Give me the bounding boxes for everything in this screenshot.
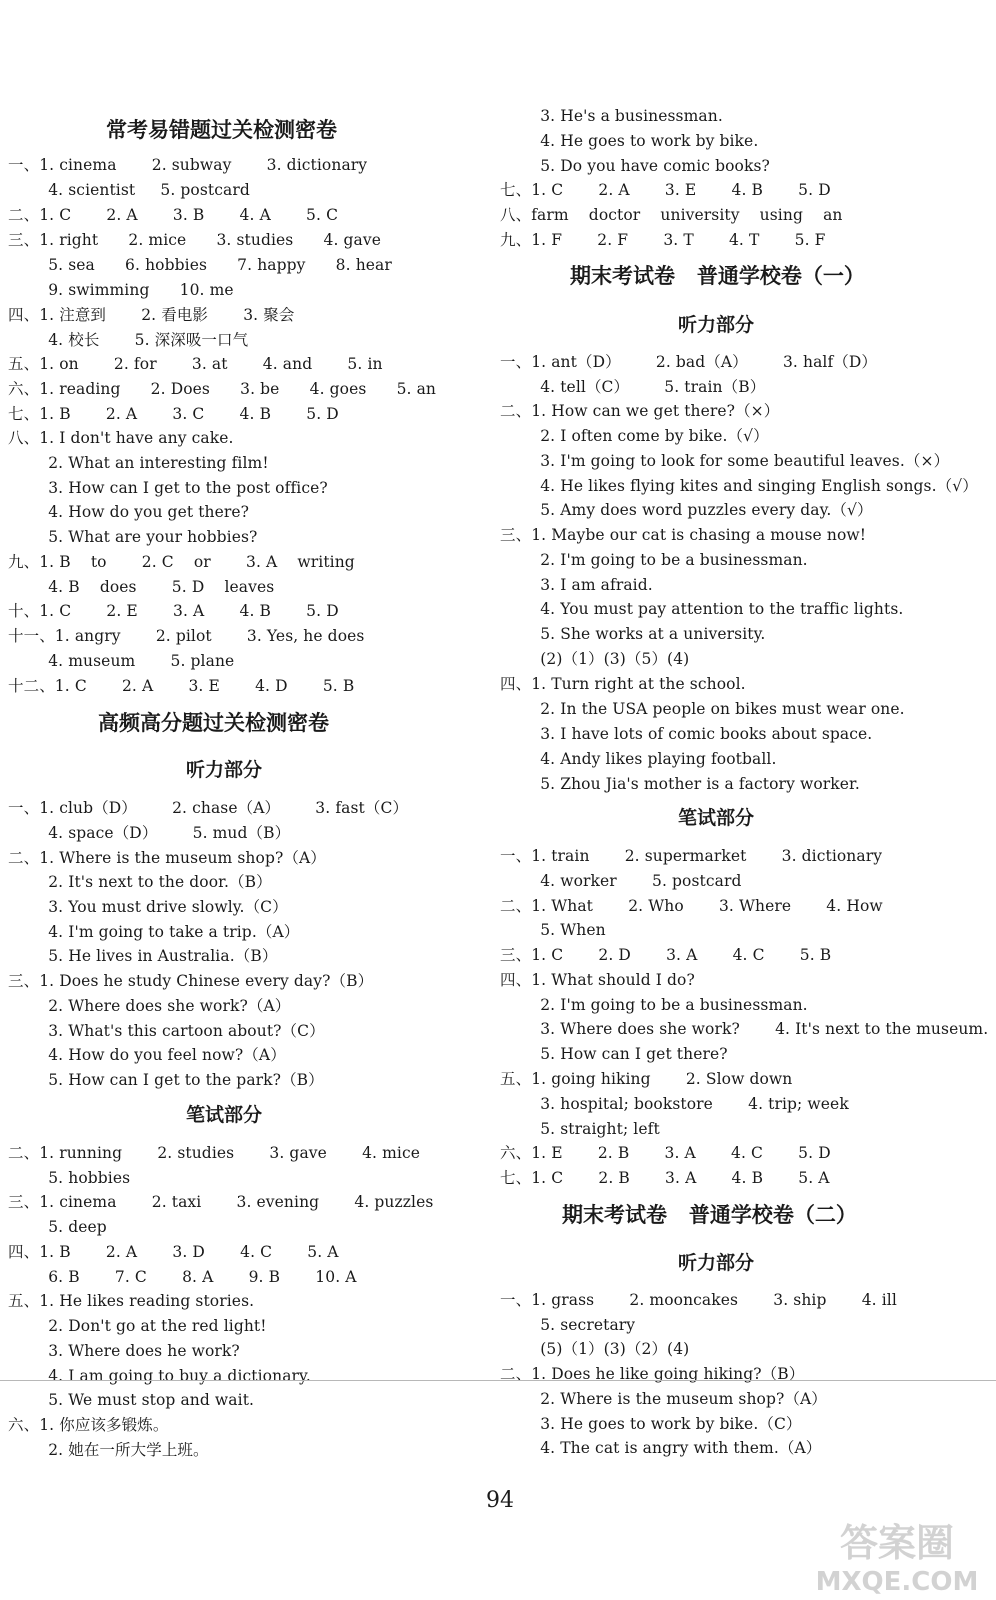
answer-line: 四、1. What should I do? (500, 971, 695, 989)
answer-line: 5. He lives in Australia.（B） (8, 947, 278, 965)
answer-line: 八、1. I don't have any cake. (8, 429, 234, 447)
section-title: 期末考试卷 普通学校卷（一） (570, 264, 865, 288)
answer-line: 一、1. club（D） 2. chase（A） 3. fast（C） (8, 799, 409, 817)
answer-line: 三、1. cinema 2. taxi 3. evening 4. puzzles (8, 1193, 434, 1211)
answer-line: 一、1. train 2. supermarket 3. dictionary (500, 847, 883, 865)
subsection-title: 笔试部分 (186, 1104, 263, 1126)
answer-line: 四、1. 注意到 2. 看电影 3. 聚会 (8, 306, 295, 324)
answer-line: 二、1. Does he like going hiking?（B） (500, 1365, 805, 1383)
watermark-url: MXQE.COM (815, 1567, 979, 1596)
answer-line: 4. The cat is angry with them.（A） (500, 1439, 822, 1457)
answer-line: 4. He likes flying kites and singing English songs.（√） (500, 477, 978, 495)
answer-line: 二、1. Where is the museum shop?（A） (8, 849, 326, 867)
answer-line: 4. You must pay attention to the traffic lights. (500, 600, 904, 618)
answer-line: 七、1. C 2. B 3. A 4. B 5. A (500, 1169, 830, 1187)
answer-line: 3. I'm going to look for some beautiful leaves.（×） (500, 452, 950, 470)
answer-line: 2. It's next to the door.（B） (8, 873, 272, 891)
answer-line: 4. Andy likes playing football. (500, 750, 777, 768)
scan-fold-line (0, 1380, 996, 1381)
answer-line: 五、1. on 2. for 3. at 4. and 5. in (8, 355, 383, 373)
subsection-title: 听力部分 (186, 759, 263, 781)
answer-line: 4. worker 5. postcard (500, 872, 742, 890)
answer-line: 2. I'm going to be a businessman. (500, 996, 808, 1014)
answer-line: 二、1. C 2. A 3. B 4. A 5. C (8, 206, 339, 224)
answer-line: 3. How can I get to the post office? (8, 479, 328, 497)
answer-line: 2. Don't go at the red light! (8, 1317, 267, 1335)
answer-line: 5. How can I get there? (500, 1045, 728, 1063)
answer-line: 六、1. E 2. B 3. A 4. C 5. D (500, 1144, 831, 1162)
answer-line: 一、1. grass 2. mooncakes 3. ship 4. ill (500, 1291, 897, 1309)
answer-line: 5. She works at a university. (500, 625, 766, 643)
answer-line: 七、1. C 2. A 3. E 4. B 5. D (500, 181, 831, 199)
page-number: 94 (486, 1488, 514, 1513)
answer-line: 5. secretary (500, 1316, 636, 1334)
answer-line: 四、1. Turn right at the school. (500, 675, 746, 693)
answer-line: 5. Amy does word puzzles every day.（√） (500, 501, 873, 519)
subsection-title: 笔试部分 (678, 807, 755, 829)
answer-line: 3. You must drive slowly.（C） (8, 898, 288, 916)
answer-line: 5. How can I get to the park?（B） (8, 1071, 324, 1089)
answer-line: 2. I'm going to be a businessman. (500, 551, 808, 569)
answer-line: 3. I have lots of comic books about space. (500, 725, 873, 743)
answer-line: 七、1. B 2. A 3. C 4. B 5. D (8, 405, 339, 423)
section-title: 期末考试卷 普通学校卷（二） (562, 1203, 857, 1227)
answer-line: 3. Where does he work? (8, 1342, 240, 1360)
section-title: 常考易错题过关检测密卷 (106, 118, 337, 142)
answer-line: 4. I'm going to take a trip.（A） (8, 923, 300, 941)
watermark-logo (802, 1512, 992, 1596)
answer-line: 2. Where does she work?（A） (8, 997, 291, 1015)
answer-line: 5. What are your hobbies? (8, 528, 258, 546)
answer-line: 三、1. C 2. D 3. A 4. C 5. B (500, 946, 832, 964)
answer-line: 4. How do you feel now?（A） (8, 1046, 286, 1064)
answer-line: 2. I often come by bike.（√） (500, 427, 769, 445)
answer-line: 3. He goes to work by bike.（C） (500, 1415, 802, 1433)
answer-line: 三、1. Does he study Chinese every day?（B） (8, 972, 374, 990)
answer-line: 3. hospital; bookstore 4. trip; week (500, 1095, 849, 1113)
answer-line: 5. When (500, 921, 606, 939)
answer-line: 三、1. Maybe our cat is chasing a mouse now! (500, 526, 867, 544)
answer-line: 4. museum 5. plane (8, 652, 235, 670)
answer-line: 2. What an interesting film! (8, 454, 269, 472)
answer-line: 5. Do you have comic books? (500, 157, 770, 175)
answer-line: 5. straight; left (500, 1120, 660, 1138)
watermark-text: 答案圈 (839, 1521, 955, 1565)
answer-line: 十、1. C 2. E 3. A 4. B 5. D (8, 602, 339, 620)
answer-line: 十二、1. C 2. A 3. E 4. D 5. B (8, 677, 355, 695)
answer-line: 5. Zhou Jia's mother is a factory worker. (500, 775, 860, 793)
answer-line: 3. Where does she work? 4. It's next to the museum. (500, 1020, 989, 1038)
answer-line: (2)（1）(3)（5）(4) (500, 650, 690, 668)
answer-line: 3. What's this cartoon about?（C） (8, 1022, 325, 1040)
answer-line: 3. He's a businessman. (500, 107, 723, 125)
answer-line: 二、1. What 2. Who 3. Where 4. How (500, 897, 883, 915)
answer-line: 4. space（D） 5. mud（B） (8, 824, 291, 842)
answer-line: 三、1. right 2. mice 3. studies 4. gave (8, 231, 382, 249)
answer-line: 5. hobbies (8, 1169, 131, 1187)
answer-line: 3. I am afraid. (500, 576, 653, 594)
answer-line: 2. Where is the museum shop?（A） (500, 1390, 827, 1408)
answer-line: 6. B 7. C 8. A 9. B 10. A (8, 1268, 357, 1286)
answer-line: 4. tell（C） 5. train（B） (500, 378, 766, 396)
answer-line: 5. deep (8, 1218, 107, 1236)
answer-line: 4. B does 5. D leaves (8, 578, 275, 596)
answer-line: 六、1. reading 2. Does 3. be 4. goes 5. an (8, 380, 437, 398)
section-title: 高频高分题过关检测密卷 (98, 711, 329, 735)
answer-line: 一、1. ant（D） 2. bad（A） 3. half（D） (500, 353, 878, 371)
answer-line: 4. He goes to work by bike. (500, 132, 759, 150)
answer-line: 4. I am going to buy a dictionary. (8, 1367, 311, 1385)
answer-line: 2. In the USA people on bikes must wear one. (500, 700, 905, 718)
answer-line: 2. 她在一所大学上班。 (8, 1441, 209, 1459)
answer-line: 五、1. He likes reading stories. (8, 1292, 255, 1310)
answer-line: (5)（1）(3)（2）(4) (500, 1340, 690, 1358)
answer-line: 9. swimming 10. me (8, 281, 234, 299)
answer-line: 4. 校长 5. 深深吸一口气 (8, 331, 249, 349)
answer-line: 二、1. running 2. studies 3. gave 4. mice (8, 1144, 421, 1162)
answer-line: 4. How do you get there? (8, 503, 250, 521)
answer-line: 一、1. cinema 2. subway 3. dictionary (8, 156, 368, 174)
subsection-title: 听力部分 (678, 314, 755, 336)
subsection-title: 听力部分 (678, 1252, 755, 1274)
answer-line: 八、farm doctor university using an (500, 206, 843, 224)
answer-line: 四、1. B 2. A 3. D 4. C 5. A (8, 1243, 339, 1261)
answer-line: 九、1. B to 2. C or 3. A writing (8, 553, 355, 571)
answer-line: 5. We must stop and wait. (8, 1391, 255, 1409)
answer-line: 六、1. 你应该多锻炼。 (8, 1416, 169, 1434)
answer-line: 5. sea 6. hobbies 7. happy 8. hear (8, 256, 392, 274)
answer-line: 九、1. F 2. F 3. T 4. T 5. F (500, 231, 826, 249)
answer-line: 十一、1. angry 2. pilot 3. Yes, he does (8, 627, 365, 645)
answer-line: 二、1. How can we get there?（×） (500, 402, 780, 420)
answer-line: 五、1. going hiking 2. Slow down (500, 1070, 793, 1088)
answer-line: 4. scientist 5. postcard (8, 181, 250, 199)
